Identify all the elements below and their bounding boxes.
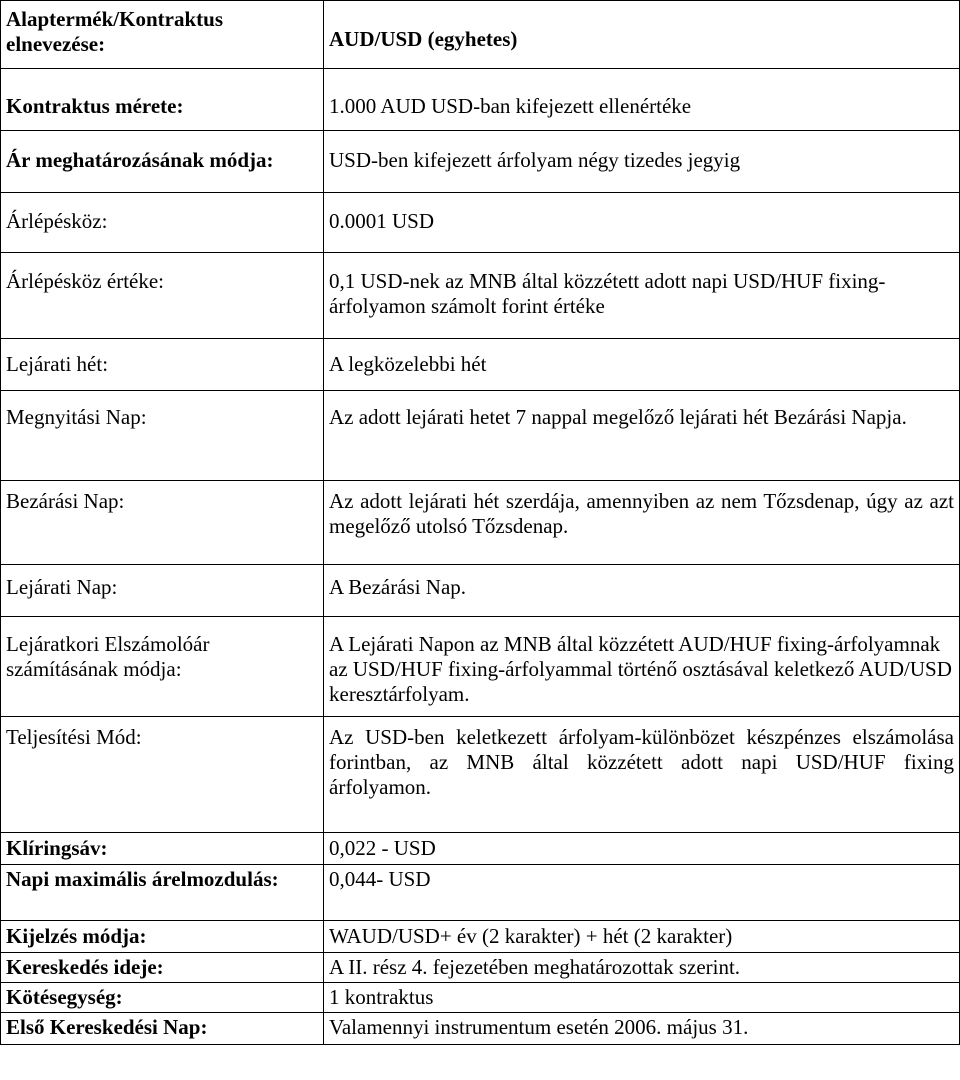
table-row <box>1 481 960 565</box>
row-label: Teljesítési Mód: <box>1 717 324 833</box>
row-label: Kereskedés ideje: <box>1 953 324 983</box>
table-row <box>1 131 960 193</box>
row-value: 1.000 AUD USD-ban kifejezett ellenértéke <box>324 69 960 131</box>
row-value: 0.0001 USD <box>324 193 960 253</box>
row-value: Az adott lejárati hét szerdája, amennyiben az nem Tőzsdenap, úgy az azt megelőző utolsó Tőzsdenap. <box>324 481 960 565</box>
table-row <box>1 953 960 983</box>
table-row <box>1 833 960 865</box>
row-label: Kötésegység: <box>1 983 324 1013</box>
table-row <box>1 339 960 391</box>
row-value: 0,1 USD-nek az MNB által közzétett adott napi USD/HUF fixing-árfolyamon számolt forint értéke <box>324 253 960 339</box>
row-value: A II. rész 4. fejezetében meghatározottak szerint. <box>324 953 960 983</box>
table-row <box>1 1013 960 1045</box>
table-row <box>1 921 960 953</box>
row-label: Kontraktus mérete: <box>1 69 324 131</box>
table-row <box>1 565 960 617</box>
row-value: Az USD-ben keletkezett árfolyam-különbözet készpénzes elszámolása forintban, az MNB által közzétett adott napi USD/HUF fixing árfolyamon. <box>324 717 960 833</box>
row-label: Első Kereskedési Nap: <box>1 1013 324 1045</box>
table-row <box>1 865 960 921</box>
row-label: Klíringsáv: <box>1 833 324 865</box>
row-label: Alaptermék/Kontraktus elnevezése: <box>1 1 324 69</box>
table-row <box>1 1 960 69</box>
table-row <box>1 717 960 833</box>
row-label: Lejáratkori Elszámolóár számításának módja: <box>1 617 324 717</box>
table-row <box>1 391 960 481</box>
table-row <box>1 617 960 717</box>
row-label: Árlépésköz: <box>1 193 324 253</box>
row-value: WAUD/USD+ év (2 karakter) + hét (2 karakter) <box>324 921 960 953</box>
row-value: A legközelebbi hét <box>324 339 960 391</box>
row-label: Árlépésköz értéke: <box>1 253 324 339</box>
row-value: Az adott lejárati hetet 7 nappal megelőző lejárati hét Bezárási Napja. <box>324 391 960 481</box>
row-label: Napi maximális árelmozdulás: <box>1 865 324 921</box>
row-value: A Lejárati Napon az MNB által közzétett AUD/HUF fixing-árfolyamnak az USD/HUF fixing-árfolyammal történő osztásával keletkező AUD/USD keresztárfolyam. <box>324 617 960 717</box>
row-label: Lejárati Nap: <box>1 565 324 617</box>
row-value: 1 kontraktus <box>324 983 960 1013</box>
row-value: A Bezárási Nap. <box>324 565 960 617</box>
row-value: 0,044- USD <box>324 865 960 921</box>
row-label: Lejárati hét: <box>1 339 324 391</box>
row-value: USD-ben kifejezett árfolyam négy tizedes jegyig <box>324 131 960 193</box>
table-row <box>1 193 960 253</box>
table-row <box>1 253 960 339</box>
row-value: AUD/USD (egyhetes) <box>324 1 960 69</box>
table-row <box>1 983 960 1013</box>
row-label: Ár meghatározásának módja: <box>1 131 324 193</box>
row-value: 0,022 - USD <box>324 833 960 865</box>
row-label: Kijelzés módja: <box>1 921 324 953</box>
row-value: Valamennyi instrumentum esetén 2006. május 31. <box>324 1013 960 1045</box>
row-label: Megnyitási Nap: <box>1 391 324 481</box>
table-row <box>1 69 960 131</box>
row-label: Bezárási Nap: <box>1 481 324 565</box>
